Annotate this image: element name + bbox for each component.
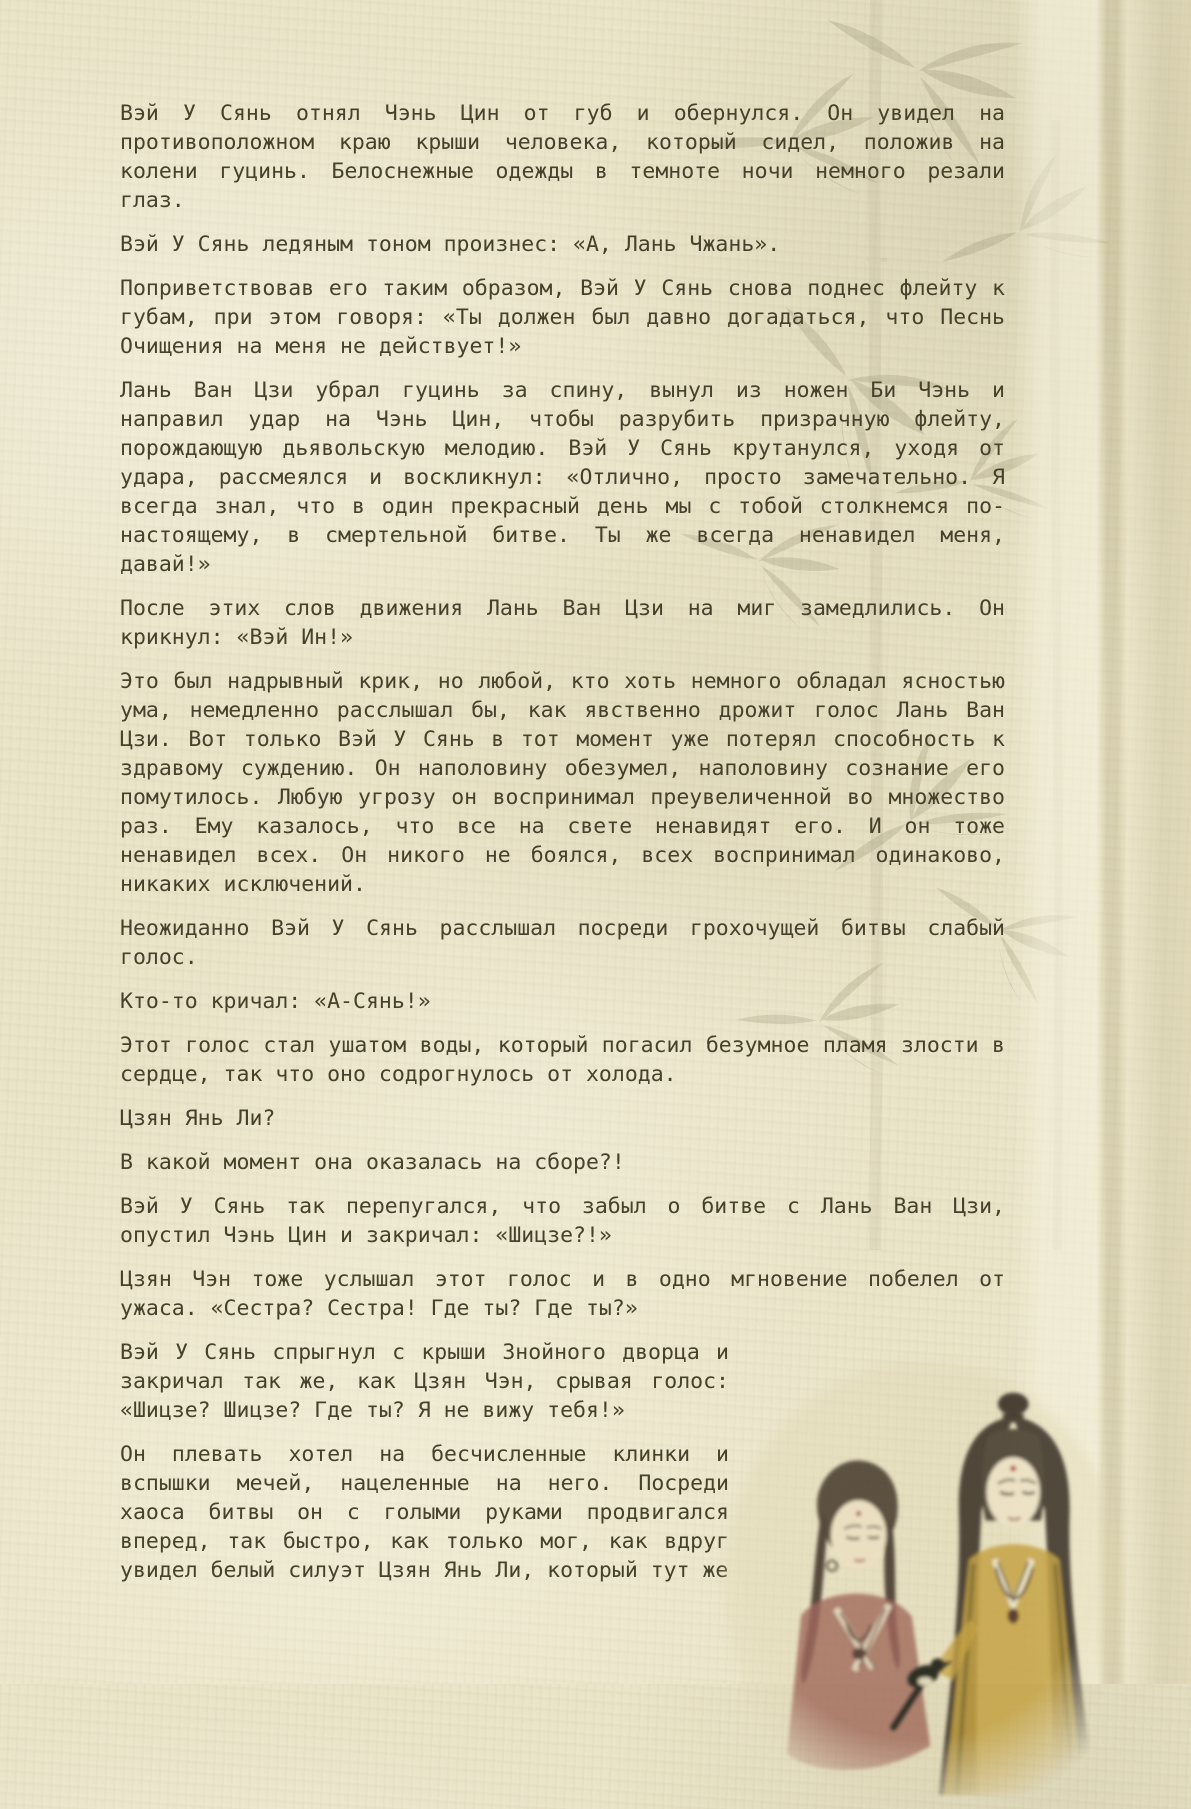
paragraph-3: Поприветствовав его таким образом, Вэй У Сянь снова поднес флейту к губам, при этом говоря: «Ты должен был давно догадаться, что Песнь Очищения на меня не действует!» xyxy=(120,276,1005,359)
paragraph-12: Вэй У Сянь так перепугался, что забыл о битве с Лань Ван Цзи, опустил Чэнь Цин и закричал: «Шицзе?!» xyxy=(120,1194,1005,1248)
paragraph-4: Лань Ван Цзи убрал гуцинь за спину, вынул из ножен Би Чэнь и направил удар на Чэнь Цин, чтобы разрубить призрачную флейту, порождающую дьявольскую мелодию. Вэй У Сянь крутанулся, уходя от удара, рассмеялся и воскликнул: «Отлично, просто замечательно. Я всегда знал, что в один прекрасный день мы с тобой столкнемся по-настоящему, в смертельной битве. Ты же всегда ненавидел меня, давай!» xyxy=(120,378,1005,577)
paragraph-6: Это был надрывный крик, но любой, кто хоть немного обладал ясностью ума, немедленно расслышал бы, как явственно дрожит голос Лань Ван Цзи. Вот только Вэй У Сянь в тот момент уже потерял способность к здравому суждению. Он наполовину обезумел, наполовину сознание его помутилось. Любую угрозу он воспринимал преувеличенной во множество раз. Ему казалось, что все на свете ненавидят его. И он тоже ненавидел всех. Он никого не боялся, всех воспринимал одинаково, никаких исключений. xyxy=(120,669,1005,897)
bottom-section xyxy=(120,1338,1005,1585)
paragraph-15: Он плевать хотел на бесчисленные клинки и вспышки мечей, нацеленные на него. Посреди хаоса битвы он с голыми руками продвигался вперед, так быстро, как только мог, как вдруг увидел белый силуэт Цзян Янь Ли, который тут же xyxy=(120,1442,729,1583)
paragraph-11: В какой момент она оказалась на сборе?! xyxy=(120,1150,625,1175)
paragraph-10: Цзян Янь Ли? xyxy=(120,1106,276,1131)
magpie-bird-icon xyxy=(893,1658,952,1727)
paragraph-7: Неожиданно Вэй У Сянь расслышал посреди грохочущей битвы слабый голос. xyxy=(120,916,1005,970)
paragraph-8: Кто-то кричал: «А-Сянь!» xyxy=(120,989,431,1014)
paragraph-13: Цзян Чэн тоже услышал этот голос и в одно мгновение побелел от ужаса. «Сестра? Сестра! Где ты? Где ты?» xyxy=(120,1267,1005,1321)
paragraph-2: Вэй У Сянь ледяным тоном произнес: «А, Лань Чжань». xyxy=(120,232,781,257)
paragraph-1: Вэй У Сянь отнял Чэнь Цин от губ и обернулся. Он увидел на противоположном краю крыши человека, который сидел, положив на колени гуцинь. Белоснежные одежды в темноте ночи немного резали глаз. xyxy=(120,101,1005,213)
paragraph-9: Этот голос стал ушатом воды, который погасил безумное пламя злости в сердце, так что оно содрогнулось от холода. xyxy=(120,1033,1005,1087)
paragraph-14: Вэй У Сянь спрыгнул с крыши Знойного дворца и закричал так же, как Цзян Чэн, срывая голос: «Шицзе? Шицзе? Где ты? Я не вижу тебя!» xyxy=(120,1340,729,1423)
paragraph-5: После этих слов движения Лань Ван Цзи на миг замедлились. Он крикнул: «Вэй Ин!» xyxy=(120,596,1005,650)
